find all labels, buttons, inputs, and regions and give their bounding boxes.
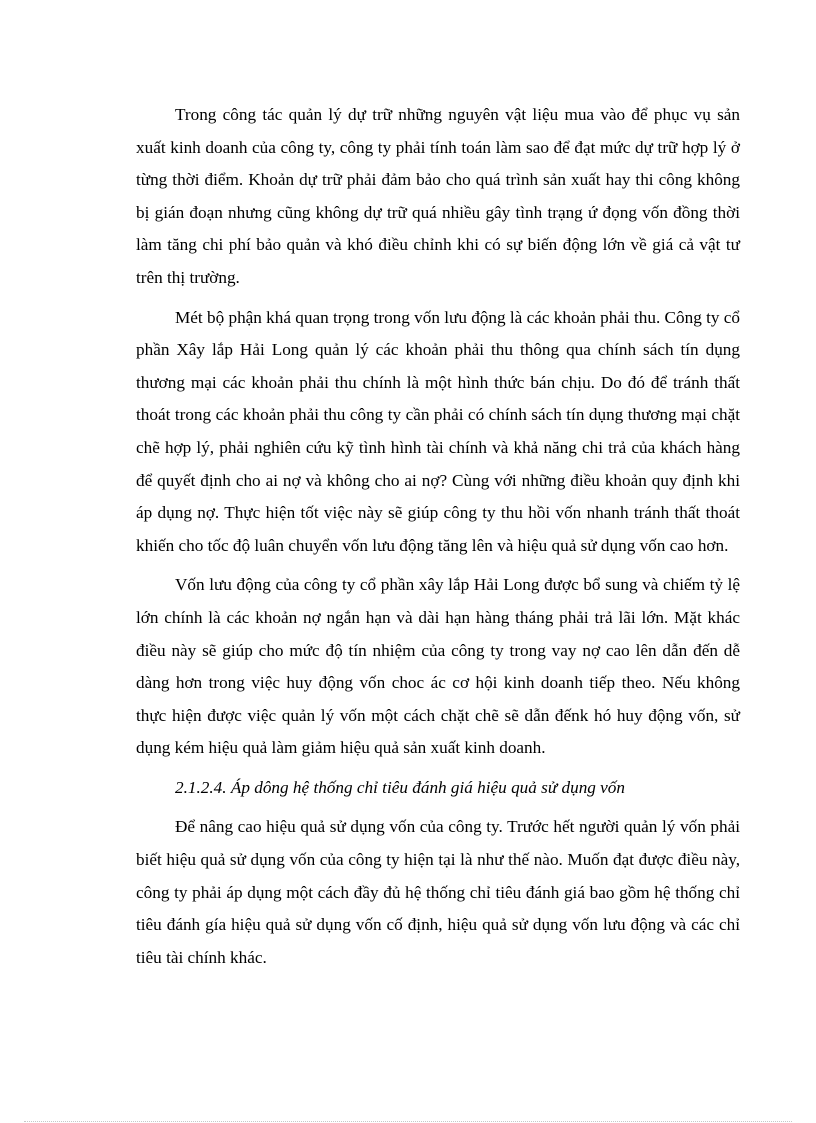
section-heading: 2.1.2.4. Áp dông hệ thống chỉ tiêu đánh giá hiệu quả sử dụng vốn xyxy=(175,777,625,797)
paragraph-inventory-management: Trong công tác quản lý dự trữ những nguyên vật liệu mua vào để phục vụ sản xuất kinh doanh của công ty, công ty phải tính toán làm sao để đạt mức dự trữ hợp lý ở từng thời điểm. Khoản dự trữ phải đảm bảo cho quá trình sản xuất hay thi công không bị gián đoạn nhưng cũng không dự trữ quá nhiều gây tình trạng ứ đọng vốn đồng thời làm tăng chi phí bảo quản và khó điều chỉnh khi có sự biến động lớn về giá cả vật tư trên thị trường. xyxy=(136,105,740,287)
paragraph-receivables: Mét bộ phận khá quan trọng trong vốn lưu động là các khoản phải thu. Công ty cổ phần Xây lắp Hải Long quản lý các khoản phải thu thông qua chính sách tín dụng thương mại các khoản phải thu chính là một hình thức bán chịu. Do đó để tránh thất thoát trong các khoản phải thu công ty cần phải có chính sách tín dụng thương mại chặt chẽ hợp lý, phải nghiên cứu kỹ tình hình tài chính và khả năng chi trả của khách hàng để quyết định cho ai nợ và không cho ai nợ? Cùng với những điều khoản quy định khi áp dụng nợ. Thực hiện tốt việc này sẽ giúp công ty thu hồi vốn nhanh tránh thất thoát khiến cho tốc độ luân chuyển vốn lưu động tăng lên và hiệu quả sử dụng vốn cao hơn. xyxy=(136,307,740,555)
page-content xyxy=(136,99,740,981)
page-bottom-divider xyxy=(24,1121,792,1122)
paragraph-working-capital: Vốn lưu động của công ty cổ phần xây lắp Hải Long được bổ sung và chiếm tỷ lệ lớn chính là các khoản nợ ngắn hạn và dài hạn hàng tháng phải trả lãi lớn. Mặt khác điều này sẽ giúp cho mức độ tín nhiệm của công ty trong vay nợ cao lên dẫn đến dễ dàng hơn trong việc huy động vốn choc ác cơ hội kinh doanh tiếp theo. Nếu không thực hiện được việc quản lý vốn một cách chặt chẽ sẽ dẫn đếnk hó huy động vốn, sử dụng kém hiệu quả làm giảm hiệu quả sản xuất kinh doanh. xyxy=(136,575,740,758)
paragraph-capital-efficiency: Để nâng cao hiệu quả sử dụng vốn của công ty. Trước hết người quản lý vốn phải biết hiệu quả sử dụng vốn của công ty hiện tại là như thế nào. Muốn đạt được điều này, công ty phải áp dụng một cách đầy đủ hệ thống chỉ tiêu đánh giá bao gồm hệ thống chỉ tiêu đánh gía hiệu quả sử dụng vốn cố định, hiệu quả sử dụng vốn lưu động và các chỉ tiêu tài chính khác. xyxy=(136,817,740,967)
